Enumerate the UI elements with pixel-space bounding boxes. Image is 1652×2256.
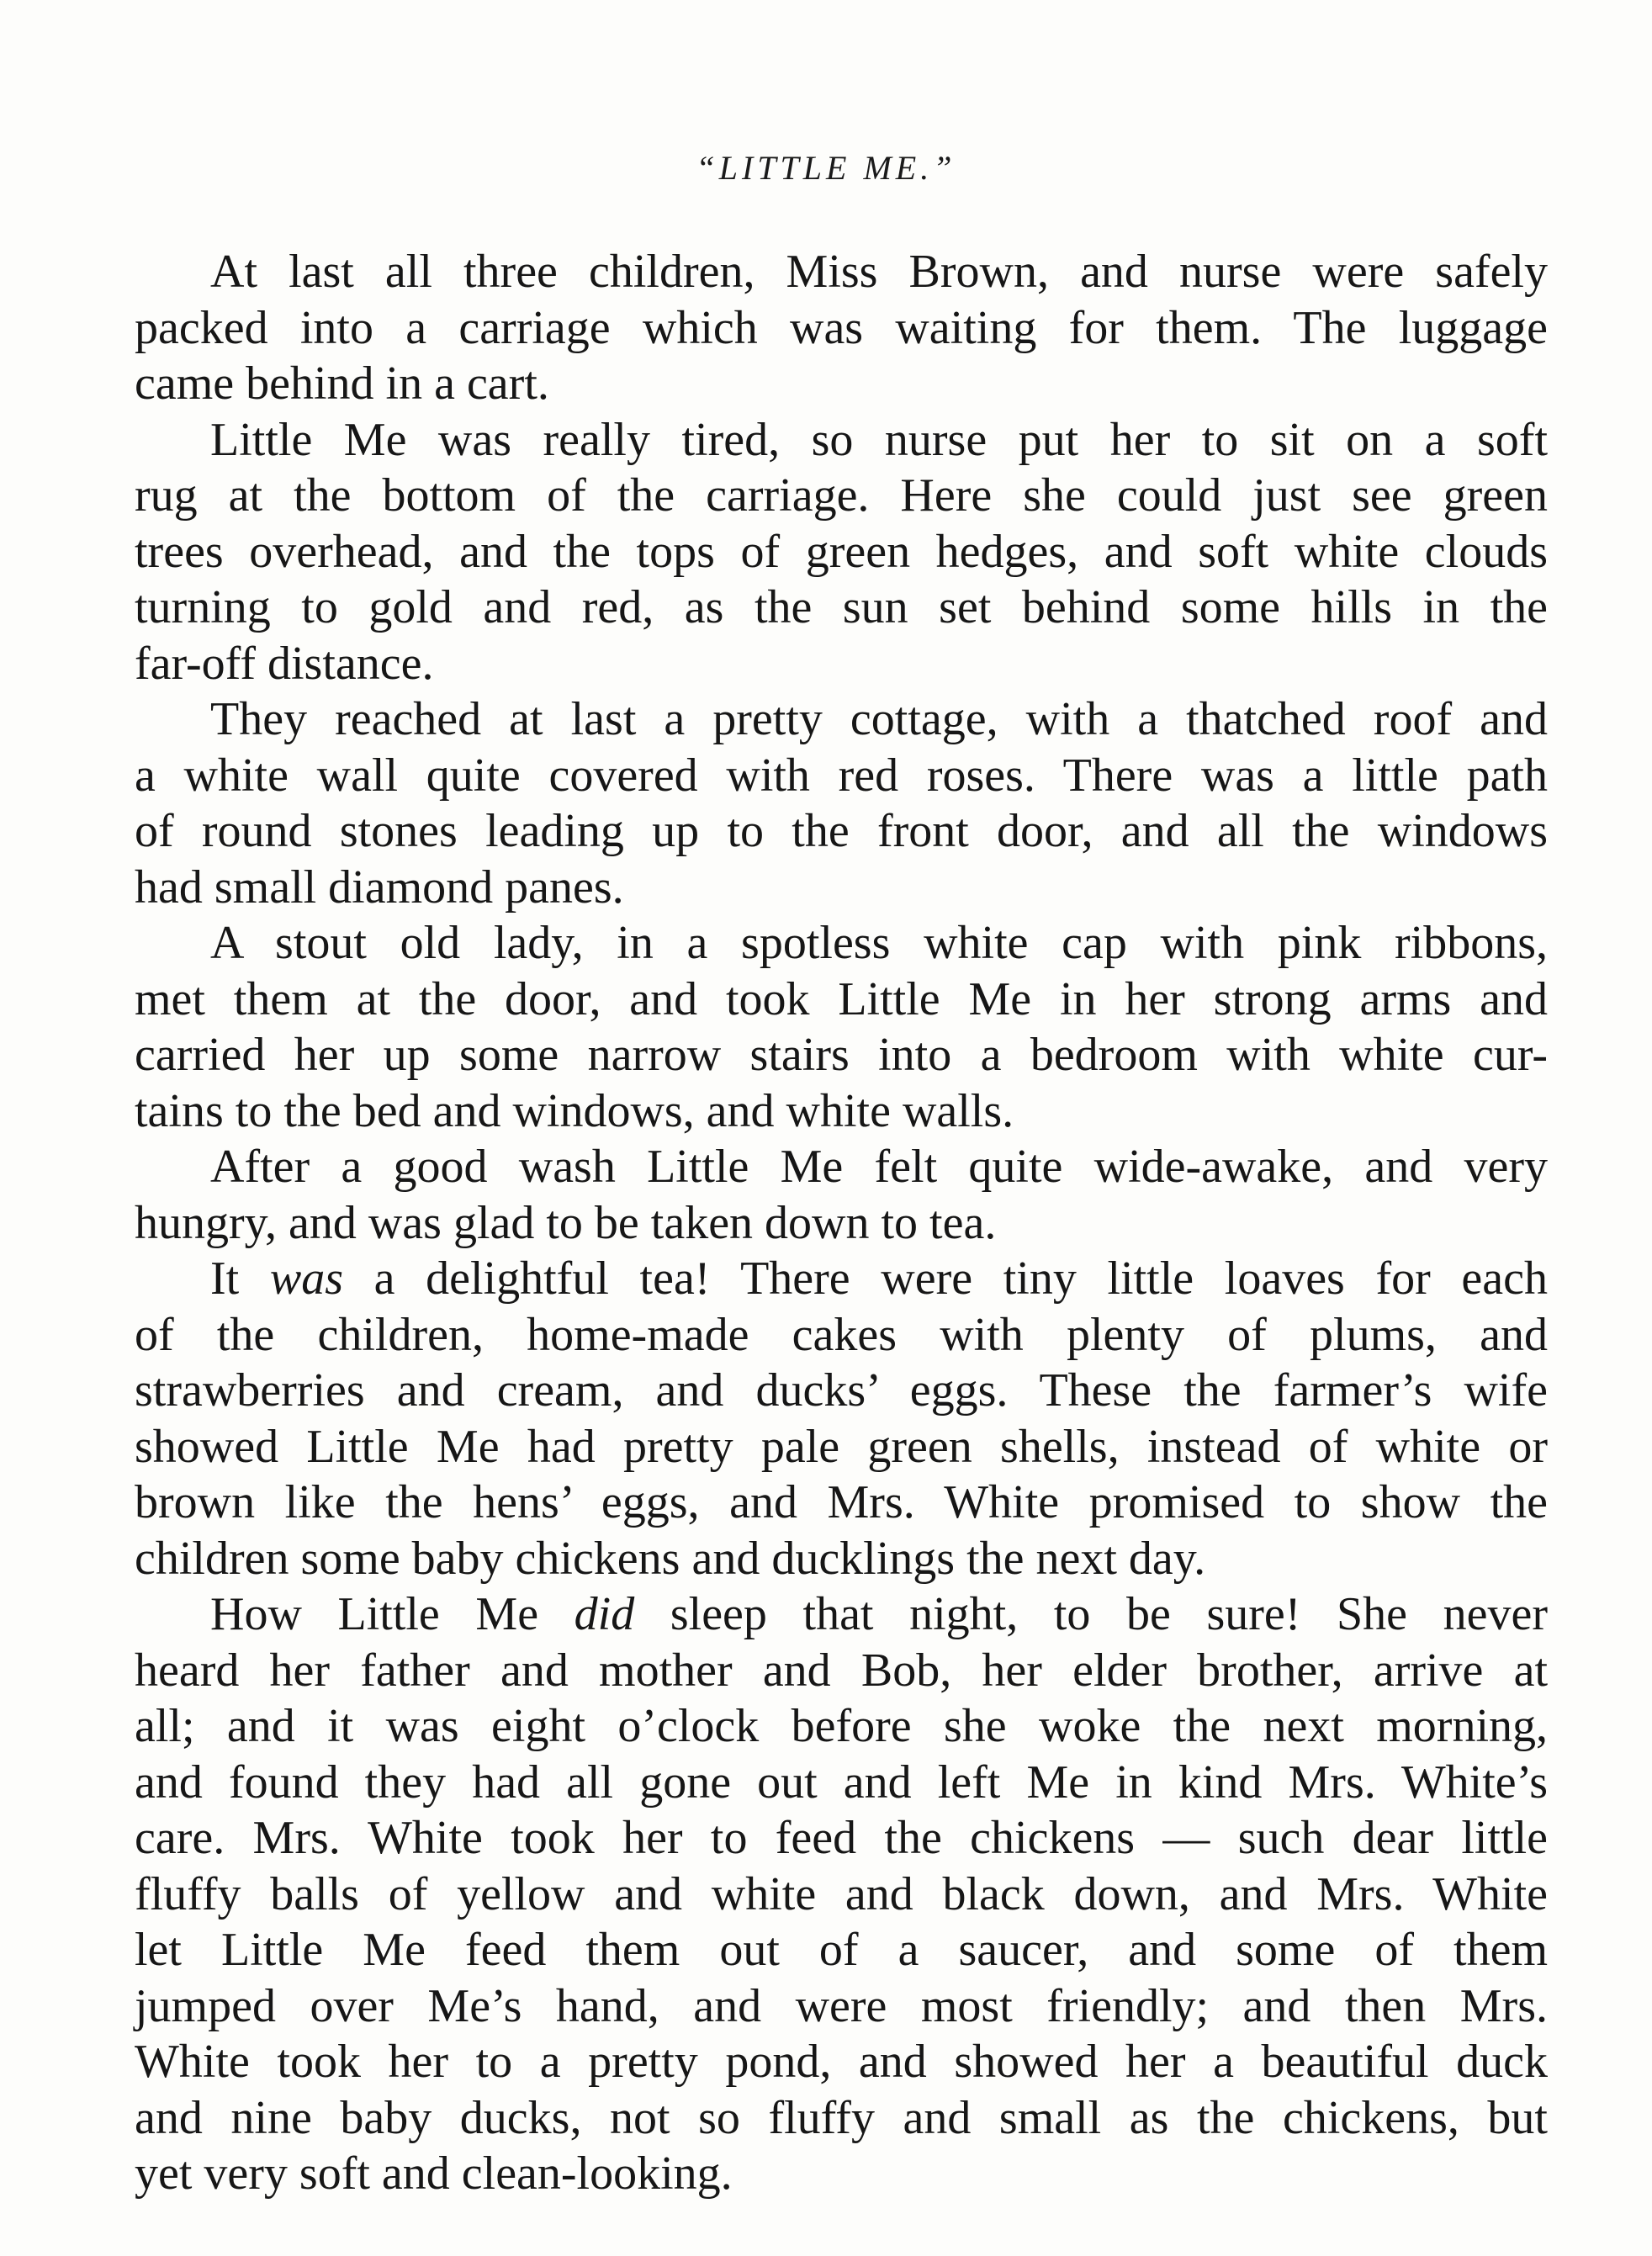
text-line: They reached at last a pretty cottage, with a thatched roof and [210, 693, 1548, 745]
text-line: showed Little Me had pretty pale green shells, instead of white or [135, 1420, 1548, 1473]
text-line: A stout old lady, in a spotless white cap with pink ribbons, [210, 917, 1548, 969]
paragraph [135, 691, 1548, 915]
text-line: of round stones leading up to the front door, and all the windows [135, 805, 1548, 857]
running-head: “LITTLE ME.” [696, 149, 956, 187]
text-line: children some baby chickens and ducklings the next day. [135, 1532, 1206, 1585]
text-line: At last all three children, Miss Brown, and nurse were safely [210, 246, 1548, 298]
text-line: brown like the hens’ eggs, and Mrs. White promised to show the [135, 1476, 1548, 1528]
text-line: heard her father and mother and Bob, her elder brother, arrive at [135, 1644, 1548, 1697]
text-line: hungry, and was glad to be taken down to tea. [135, 1196, 997, 1249]
paragraph [135, 1586, 1548, 2202]
text-line: came behind in a cart. [135, 357, 549, 410]
paragraph [135, 1139, 1548, 1251]
emphasis: was [269, 1252, 344, 1305]
text-line: met them at the door, and took Little Me in her strong arms and [135, 972, 1548, 1025]
text-line: carried her up some narrow stairs into a bedroom with white cur- [135, 1029, 1548, 1081]
text-line: How Little Me did sleep that night, to be sure! She never [210, 1588, 1549, 1640]
text-line: tains to the bed and windows, and white walls. [135, 1084, 1014, 1137]
text-line: care. Mrs. White took her to feed the chickens — such dear little [135, 1812, 1548, 1864]
text-line: let Little Me feed them out of a saucer, and some of them [135, 1924, 1548, 1976]
text-line: turning to gold and red, as the sun set behind some hills in the [135, 581, 1548, 633]
text-line: Little Me was really tired, so nurse put her to sit on a soft [210, 413, 1548, 466]
text-line: and nine baby ducks, not so fluffy and small as the chickens, but [135, 2091, 1548, 2144]
text-line: White took her to a pretty pond, and showed her a beautiful duck [135, 2036, 1548, 2088]
text-line: After a good wash Little Me felt quite wide-awake, and very [210, 1141, 1548, 1193]
paragraph [135, 244, 1548, 412]
text-line: and found they had all gone out and left Me in kind Mrs. White’s [135, 1756, 1548, 1809]
text-line: far-off distance. [135, 637, 434, 690]
text-line: a white wall quite covered with red roses. There was a little path [135, 749, 1548, 802]
text-line: strawberries and cream, and ducks’ eggs. These the farmer’s wife [135, 1364, 1548, 1417]
text-line: packed into a carriage which was waiting for them. The luggage [135, 301, 1548, 354]
text-line: trees overhead, and the tops of green hedges, and soft white clouds [135, 525, 1548, 578]
text-line: rug at the bottom of the carriage. Here she could just see green [135, 469, 1548, 522]
text-line: yet very soft and clean-looking. [135, 2147, 733, 2200]
text-line: had small diamond panes. [135, 861, 624, 914]
text-line: of the children, home-made cakes with plenty of plums, and [135, 1308, 1548, 1361]
paragraph [135, 412, 1548, 692]
text-line: jumped over Me’s hand, and were most friendly; and then Mrs. [135, 1979, 1548, 2032]
text-line: all; and it was eight o’clock before she woke the next morning, [135, 1700, 1548, 1752]
text-line: It was a delightful tea! There were tiny little loaves for each [210, 1252, 1548, 1305]
body-text [135, 244, 1548, 2202]
paragraph [135, 1251, 1548, 1586]
emphasis: did [574, 1588, 635, 1640]
text-line: fluffy balls of yellow and white and black down, and Mrs. White [135, 1867, 1548, 1920]
paragraph [135, 915, 1548, 1139]
